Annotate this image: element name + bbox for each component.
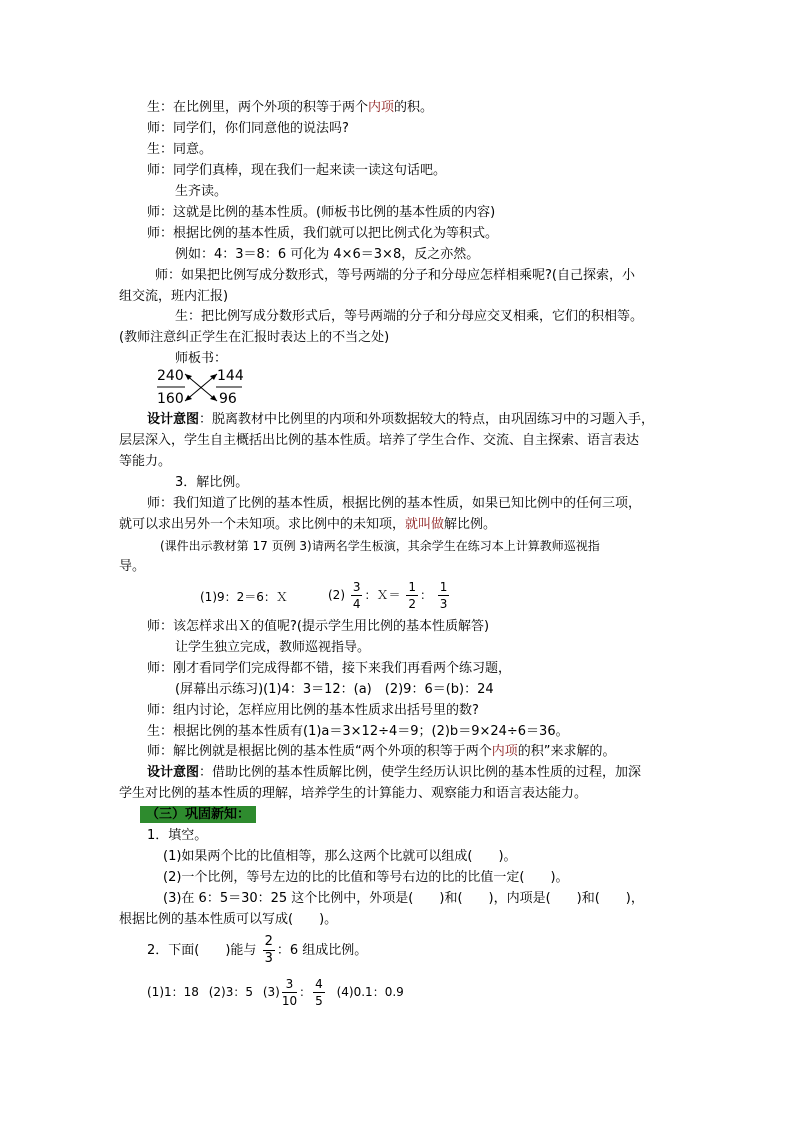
question-1-item-1: (1)如果两个比的比值相等，那么这两个比就可以组成( )。 — [163, 849, 517, 864]
dialog-line-11: 生：把比例写成分数形式后，等号两端的分子和分母应交叉相乘，它们的积相等。 — [175, 309, 644, 324]
denominator: 3 — [439, 597, 448, 611]
cross-arrows-icon — [157, 368, 247, 408]
question-2-options — [147, 973, 404, 1011]
board-denominator-1: 160 — [157, 391, 184, 407]
numerator: 3 — [352, 580, 361, 594]
design-intent-label: 设计意图 — [147, 412, 200, 427]
section-3-line-11 — [147, 742, 616, 762]
board-cross-diagram — [157, 368, 247, 408]
denominator: 5 — [315, 994, 323, 1008]
dialog-line-9: 师：如果把比例写成分数形式，等号两端的分子和分母应怎样相乘呢?(自己探索，小 — [155, 268, 635, 283]
section-3-line-8: (屏幕出示练习)(1)4：3＝12：(a) (2)9：6＝(b)：24 — [175, 682, 494, 697]
highlight-text: 内项 — [491, 744, 518, 759]
dialog-line-3: 生：同意。 — [147, 142, 213, 157]
question-1-item-3-cont: 根据比例的基本性质可以写成( )。 — [119, 912, 338, 927]
design-intent-1-line-2: 层层深入，学生自主概括出比例的基本性质。培养了学生合作、交流、自主探索、语言表达 — [119, 433, 640, 448]
numerator: 1 — [408, 580, 416, 594]
section-3-line-9: 师：组内讨论，怎样应用比例的基本性质求出括号里的数? — [147, 703, 479, 718]
design-intent-2-line-1 — [147, 763, 641, 783]
denominator: 10 — [281, 994, 298, 1008]
design-intent-label: 设计意图 — [147, 765, 200, 780]
highlight-text: 就叫做 — [405, 517, 445, 532]
question-1: 1．填空。 — [147, 828, 208, 843]
section-3-line-5: 师：该怎样求出Ｘ的值呢?(提示学生用比例的基本性质解答) — [147, 619, 490, 634]
denominator: 2 — [408, 597, 416, 611]
fraction — [313, 976, 325, 1009]
fraction — [282, 976, 297, 1009]
text: (2) — [328, 588, 345, 602]
section-3-line-4: 导。 — [119, 559, 146, 574]
text: (3) — [262, 985, 280, 999]
dialog-line-6: 师：这就是比例的基本性质。(师板书比例的基本性质的内容) — [147, 205, 496, 220]
dialog-line-4: 师：同学们真棒，现在我们一起来读一读这句话吧。 — [147, 163, 447, 178]
option-4: (4)0.1：0.9 — [336, 985, 404, 999]
dialog-line-5: 生齐读。 — [175, 184, 228, 199]
design-intent-1-line-1 — [147, 410, 654, 430]
dialog-line-10: 组交流，班内汇报) — [119, 289, 229, 304]
section-3-line-7: 师：刚才看同学们完成得都不错，接下来我们再看两个练习题， — [147, 661, 512, 676]
text: ：Ｘ＝ — [364, 588, 401, 602]
board-denominator-2: 96 — [219, 391, 237, 407]
denominator: 3 — [264, 951, 273, 966]
question-1-item-3: (3)在 6：5＝30：25 这个比例中，外项是( )和( )，内项是( )和( )， — [163, 891, 644, 906]
option-3 — [262, 977, 331, 1008]
dialog-line-8: 例如：4：3＝8：6 可化为 4×6＝3×8，反之亦然。 — [175, 247, 480, 262]
text: 解比例。 — [444, 517, 497, 532]
board-numerator-2: 144 — [217, 368, 244, 384]
board-numerator-1: 240 — [157, 368, 184, 384]
text: 2．下面( )能与 — [147, 943, 257, 958]
equation-2 — [328, 576, 451, 614]
equation-1: (1)9：2＝6：Ｘ — [200, 590, 288, 604]
numerator: 1 — [439, 580, 448, 594]
text: 师：解比例就是根据比例的基本性质“两个外项的积等于两个 — [147, 744, 492, 759]
section-heading-label: （三）巩固新知： — [140, 806, 256, 823]
dialog-line-1 — [147, 98, 433, 118]
numerator: 3 — [282, 976, 297, 993]
numerator: 4 — [315, 977, 323, 991]
section-heading — [140, 805, 256, 825]
dialog-line-13: 师板书： — [175, 351, 228, 366]
text: ：脱离教材中比例里的内项和外项数据较大的特点，由巩固练习中的习题入手， — [199, 412, 655, 427]
dialog-line-12: (教师注意纠正学生在汇报时表达上的不当之处) — [119, 330, 390, 345]
speaker: 生： — [147, 100, 174, 115]
fraction — [263, 934, 275, 967]
dialog-line-7: 师：根据比例的基本性质，我们就可以把比例式化为等积式。 — [147, 226, 499, 241]
question-2 — [147, 932, 367, 970]
text: ：6 组成比例。 — [276, 943, 368, 958]
text: ： — [419, 588, 432, 602]
fraction — [406, 579, 418, 612]
text: 在比例里，两个外项的积等于两个 — [173, 100, 369, 115]
section-3-line-10: 生：根据比例的基本性质有(1)a＝3×12÷4＝9；(2)b＝9×24÷6＝36。 — [147, 724, 569, 739]
design-intent-2-line-2: 学生对比例的基本性质的理解，培养学生的计算能力、观察能力和语言表达能力。 — [119, 786, 588, 801]
design-intent-1-line-3: 等能力。 — [119, 454, 172, 469]
fraction — [351, 579, 363, 612]
text: 就可以求出另外一个未知项。求比例中的未知项， — [119, 517, 406, 532]
section-3-line-2 — [119, 515, 496, 535]
question-1-item-2: (2)一个比例，等号左边的比的比值和等号右边的比的比值一定( )。 — [163, 870, 569, 885]
text: ：借助比例的基本性质解比例，使学生经历认识比例的基本性质的过程，加深 — [199, 765, 642, 780]
section-3-line-6: 让学生独立完成，教师巡视指导。 — [175, 640, 371, 655]
section-3-line-1: 师：我们知道了比例的基本性质，根据比例的基本性质，如果已知比例中的任何三项， — [147, 496, 642, 511]
highlight-text: 内项 — [368, 100, 395, 115]
text: 的积。 — [394, 100, 434, 115]
numerator: 2 — [264, 934, 273, 949]
dialog-line-2: 师：同学们，你们同意他的说法吗? — [147, 121, 349, 136]
section-3-line-3: (课件出示教材第 17 页例 3)请两名学生板演，其余学生在练习本上计算教师巡视指 — [160, 539, 600, 553]
text: ： — [299, 985, 312, 999]
option-1: (1)1：18 — [147, 985, 199, 999]
section-3-title: 3．解比例。 — [175, 475, 249, 490]
fraction — [438, 579, 450, 612]
text: 的积”来求解的。 — [517, 744, 616, 759]
option-2: (2)3：5 — [208, 985, 254, 999]
denominator: 4 — [352, 597, 361, 611]
